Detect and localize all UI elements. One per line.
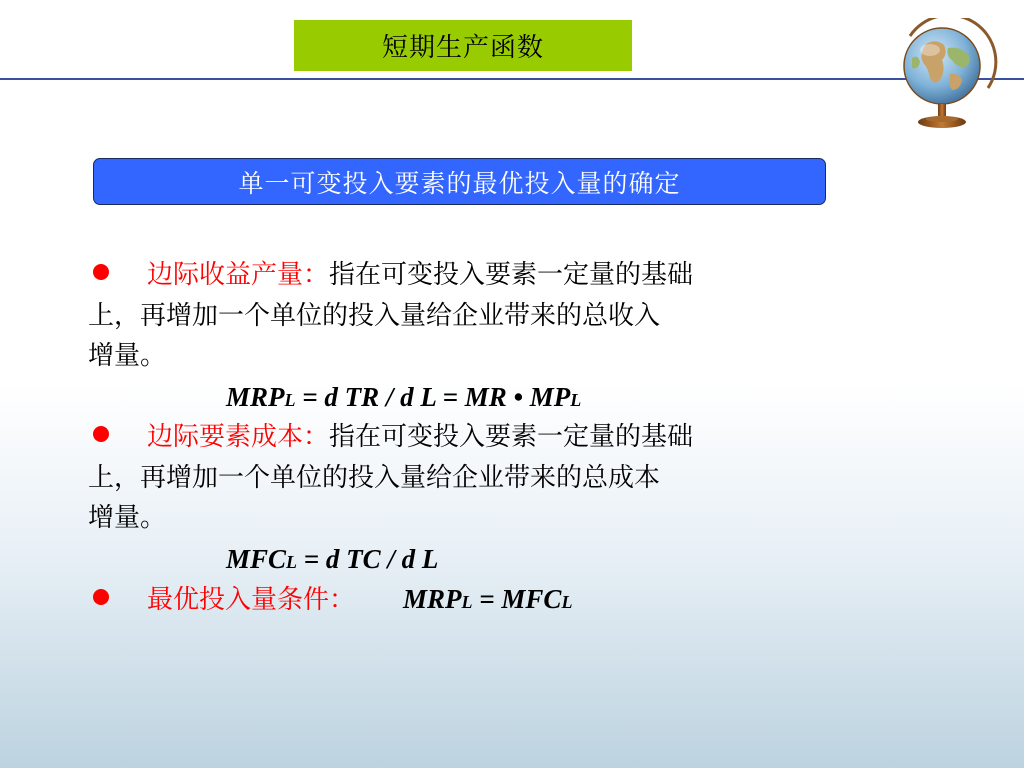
formula-subscript: L <box>286 551 298 572</box>
term-label: 边际收益产量： <box>147 260 330 290</box>
bullet-icon <box>93 426 109 442</box>
formula-subscript: L <box>461 592 473 612</box>
formula-part: = d TR / d L = MR • MP <box>295 381 571 412</box>
formula-part: MRP <box>226 381 285 412</box>
definition-text: 指在可变投入要素一定量的基础 <box>329 422 694 452</box>
globe-icon <box>890 18 1000 133</box>
section-heading-box <box>93 158 826 205</box>
definition-text: 上，再增加一个单位的投入量给企业带来的总成本 <box>88 462 661 493</box>
header-divider <box>0 78 1024 80</box>
formula <box>403 584 572 614</box>
formula <box>88 539 878 580</box>
formula-part: MRP <box>403 584 462 614</box>
list-item <box>88 255 878 296</box>
formula-subscript: L <box>284 389 296 410</box>
bullet-icon <box>93 264 109 280</box>
definition-text: 上，再增加一个单位的投入量给企业带来的总收入 <box>88 300 661 331</box>
page-title: 短期生产函数 <box>381 33 544 63</box>
formula-part: = d TC / d L <box>297 543 439 574</box>
definition-text: 增量。 <box>88 341 167 371</box>
formula-subscript: L <box>561 592 573 612</box>
list-item <box>88 579 878 620</box>
term-label: 边际要素成本： <box>147 422 330 452</box>
bullet-icon <box>93 589 109 605</box>
definition-text: 指在可变投入要素一定量的基础 <box>329 260 694 290</box>
section-heading: 单一可变投入要素的最优投入量的确定 <box>238 168 681 198</box>
formula-part: = MFC <box>472 584 562 614</box>
formula-subscript: L <box>570 389 582 410</box>
page-title-box <box>294 20 632 71</box>
list-item <box>88 417 878 458</box>
formula <box>88 377 878 418</box>
definition-text: 增量。 <box>88 503 167 533</box>
formula-part: MFC <box>226 543 287 574</box>
term-label: 最优投入量条件： <box>147 585 356 615</box>
slide-body <box>88 255 878 620</box>
